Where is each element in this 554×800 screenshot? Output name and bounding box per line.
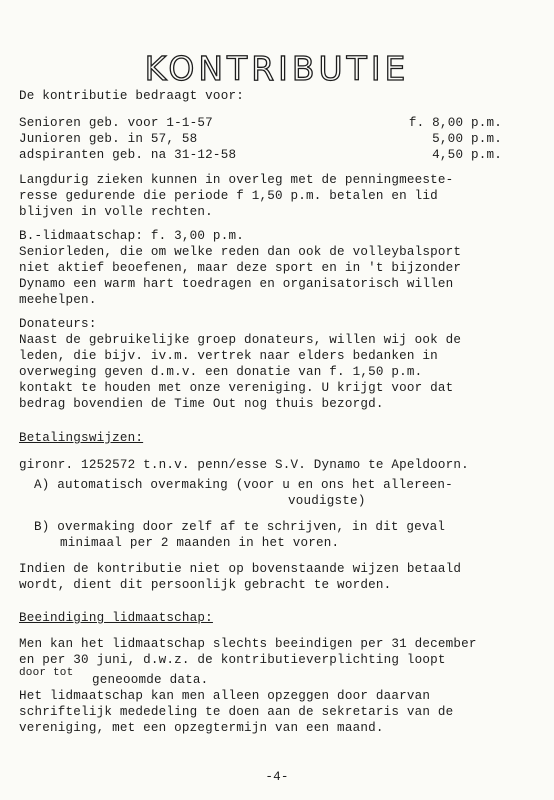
donors-line: Naast de gebruikelijke groep donateurs, willen wij ook de [19, 333, 462, 347]
illness-line: Langdurig zieken kunnen in overleg met de penningmeeste- [19, 173, 454, 187]
page-title: KONTRIBUTIE [144, 49, 410, 88]
donors-line: leden, die bijv. iv.m. vertrek naar elders bedanken in [19, 349, 438, 363]
donors-line: kontakt te houden met onze vereniging. U krijgt voor dat [19, 381, 454, 395]
payment-heading: Betalingswijzen: [19, 431, 144, 445]
termination-heading: Beeindiging lidmaatschap: [19, 611, 213, 625]
payment-option-b-cont: minimaal per 2 maanden in het voren. [60, 536, 340, 550]
payment-note: wordt, dient dit persoonlijk gebracht te worden. [19, 578, 392, 592]
payment-note: Indien de kontributie niet op bovenstaande wijzen betaald [19, 562, 462, 576]
giro-line: gironr. 1252572 t.n.v. penn/esse S.V. Dynamo te Apeldoorn. [19, 458, 469, 472]
b-membership-heading: B.-lidmaatschap: f. 3,00 p.m. [19, 229, 244, 243]
termination-line: en per 30 juni, d.w.z. de kontributieverplichting loopt [19, 653, 446, 667]
illness-line: blijven in volle rechten. [19, 205, 213, 219]
fee-label-juniors: Junioren geb. in 57, 58 [19, 132, 198, 146]
donors-line: bedrag bovendien de Time Out nog thuis bezorgd. [19, 397, 384, 411]
fee-label-aspirants: adspiranten geb. na 31-12-58 [19, 148, 237, 162]
termination-line: vereniging, met een opzegtermijn van een maand. [19, 721, 384, 735]
payment-option-a: A) automatisch overmaking (voor u en ons het allereen- [34, 478, 453, 492]
termination-line: schriftelijk mededeling te doen aan de sekretaris van de [19, 705, 454, 719]
termination-inserted-text: door tot [19, 667, 74, 679]
payment-option-a-cont: voudigste) [288, 494, 366, 508]
fee-amount-juniors: 5,00 p.m. [432, 132, 502, 146]
fee-amount-aspirants: 4,50 p.m. [432, 148, 502, 162]
b-membership-line: Dynamo een warm hart toedragen en organisatorisch willen [19, 277, 454, 291]
illness-line: resse gedurende die periode f 1,50 p.m. betalen en lid [19, 189, 438, 203]
b-membership-line: meehelpen. [19, 293, 97, 307]
payment-option-b: B) overmaking door zelf af te schrijven, in dit geval [34, 520, 446, 534]
fee-label-seniors: Senioren geb. voor 1-1-57 [19, 116, 213, 130]
termination-line: geneoomde data. [92, 673, 209, 687]
page-number: -4- [265, 770, 289, 784]
b-membership-line: Seniorleden, die om welke reden dan ook de volleybalsport [19, 245, 462, 259]
termination-line: Men kan het lidmaatschap slechts beeindigen per 31 december [19, 637, 477, 651]
donors-heading: Donateurs: [19, 317, 97, 331]
fee-amount-seniors: f. 8,00 p.m. [408, 116, 502, 130]
intro-text: De kontributie bedraagt voor: [19, 89, 244, 103]
b-membership-line: niet aktief beoefenen, maar deze sport en in 't bijzonder [19, 261, 462, 275]
termination-line: Het lidmaatschap kan men alleen opzeggen door daarvan [19, 689, 431, 703]
donors-line: overweging geven d.m.v. een donatie van f. 1,50 p.m. [19, 365, 423, 379]
